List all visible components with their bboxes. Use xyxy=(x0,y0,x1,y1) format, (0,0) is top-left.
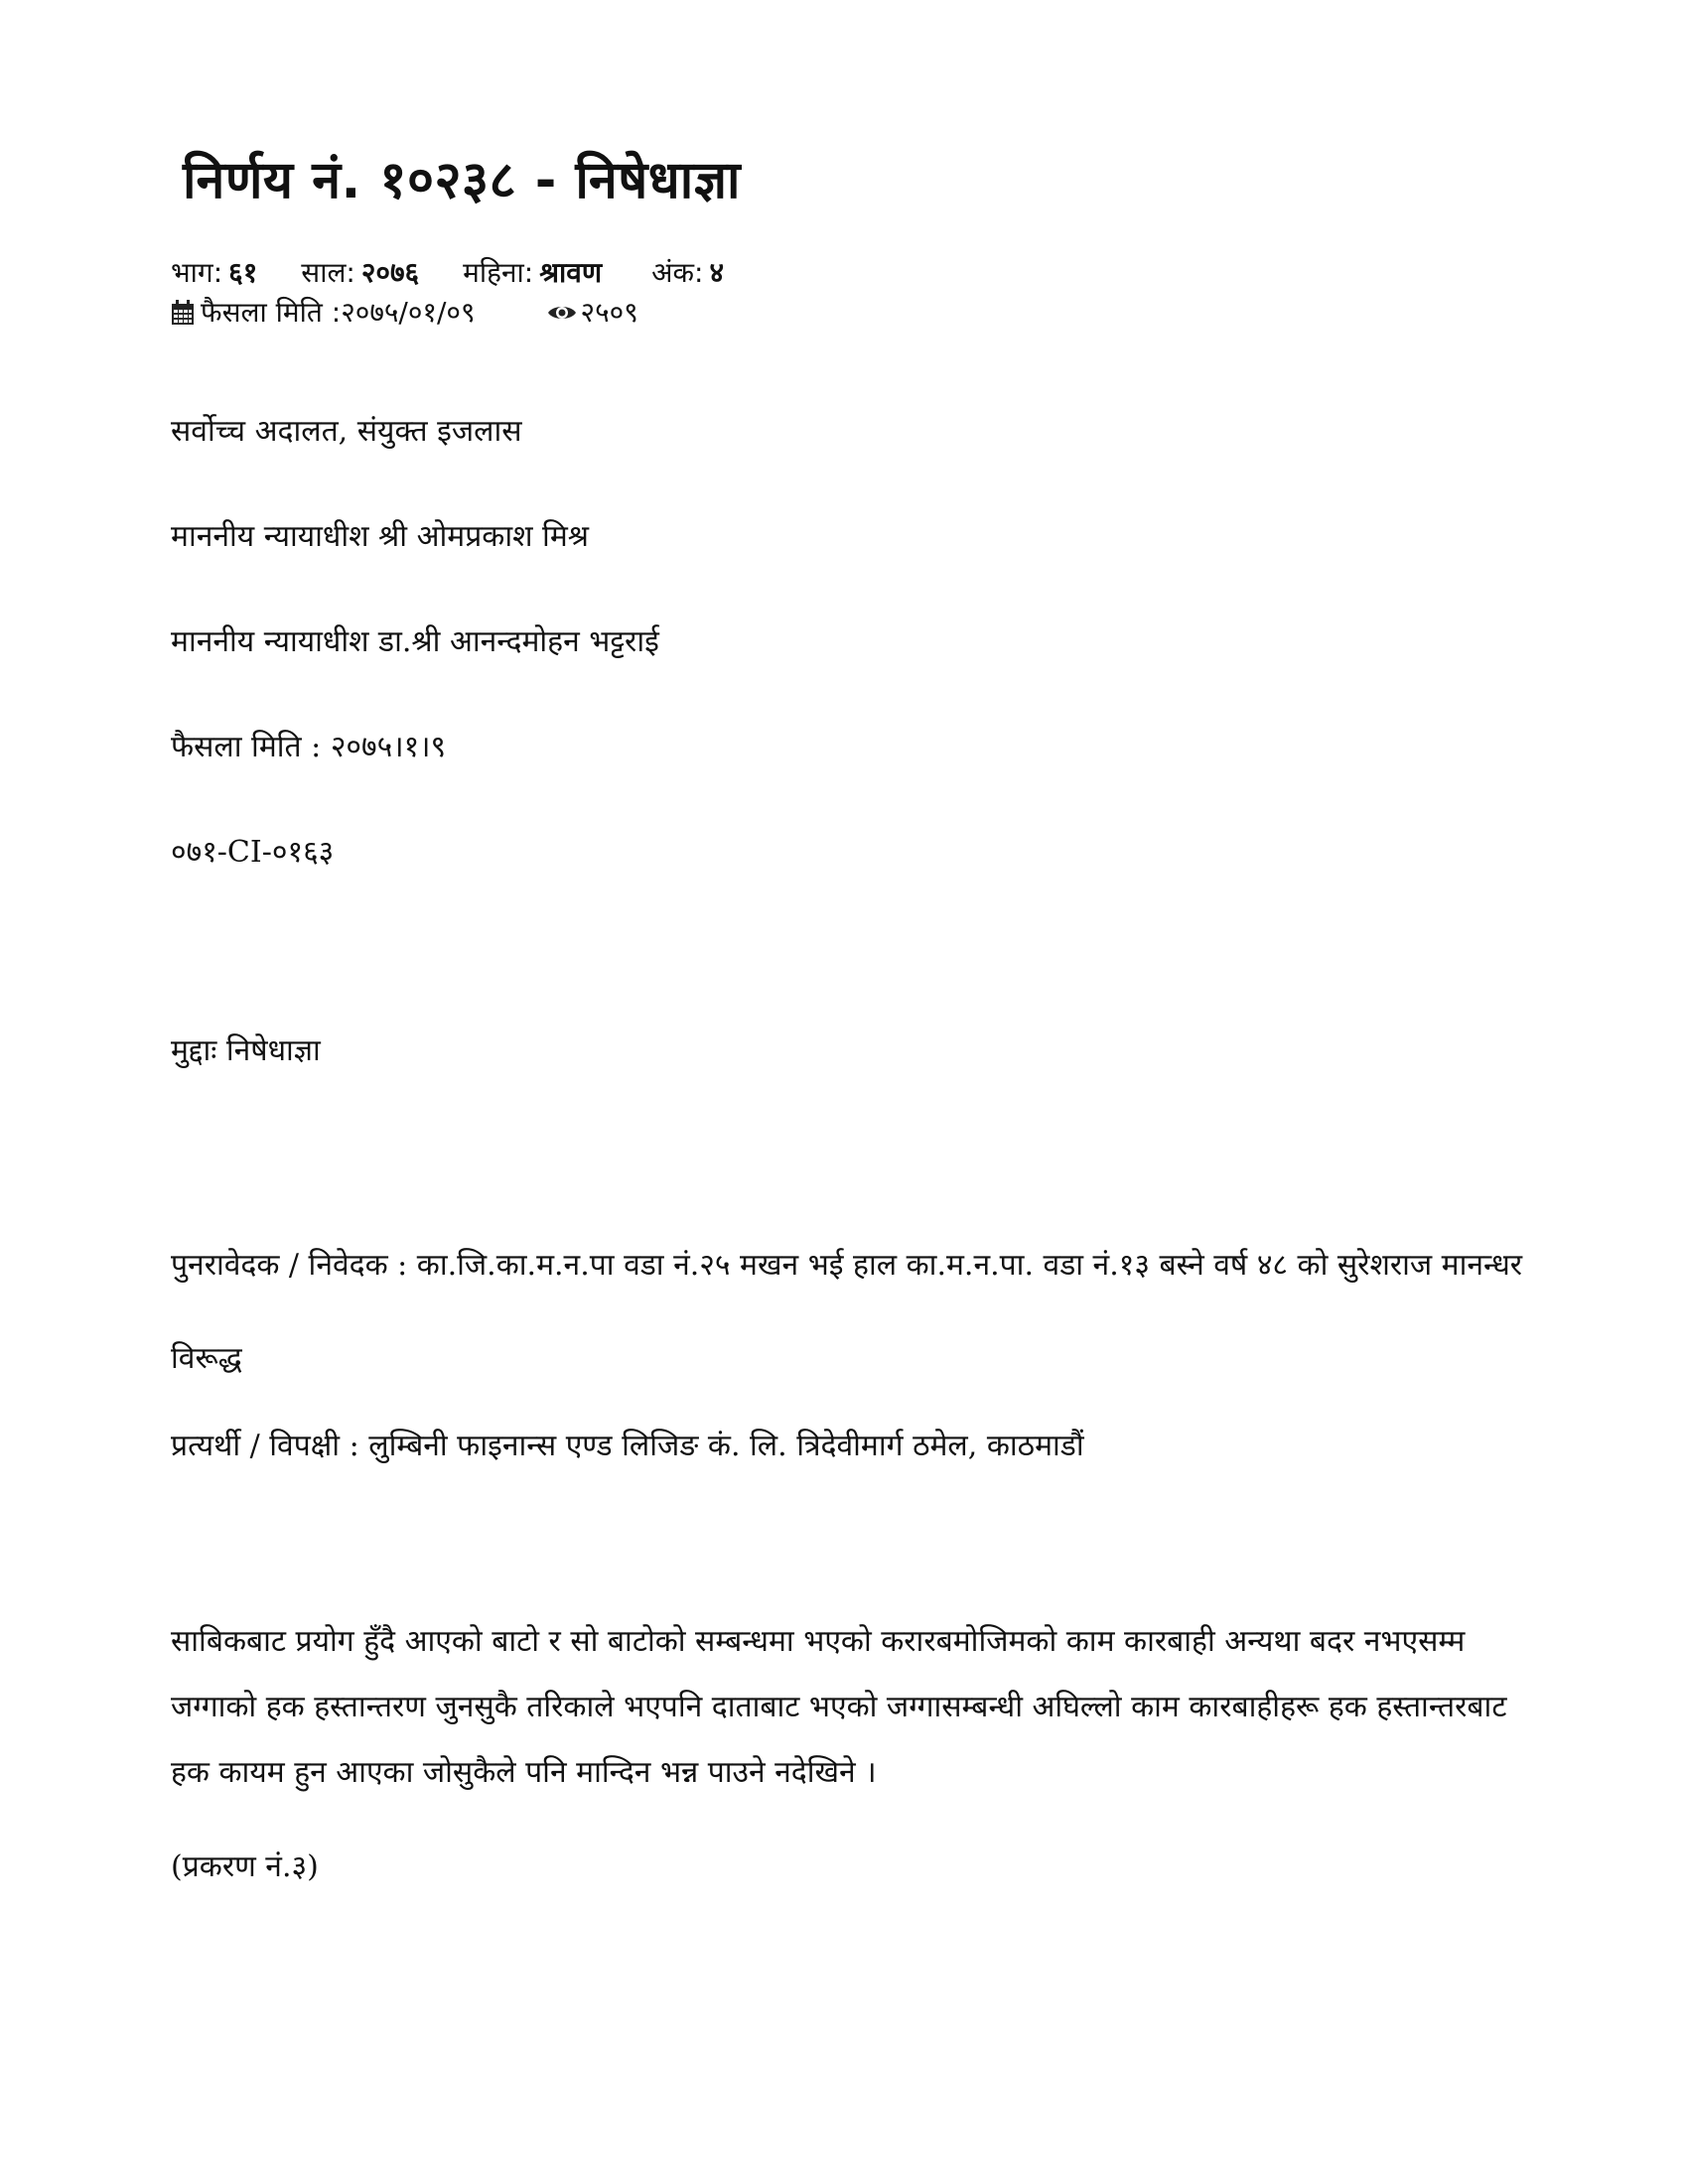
case-subject: मुद्दाः निषेधाज्ञा xyxy=(171,1033,321,1068)
holding-summary: साबिकबाट प्रयोग हुँदै आएको बाटो र सो बाटोको सम्बन्धमा भएको करारबमोजिमको काम कारबाही अन्यथा बदर नभएसम्म जग्गाको हक हस्तान्तरण जुनसुकै तरिकाले भएपनि दाताबाट भएको जग्गासम्बन्धी अघिल्लो काम कारबाहीहरू हक हस्तान्तरबाट हक कायम हुन आएका जोसुकैले पनि मान्दिन भन्न पाउने नदेखिने । xyxy=(171,1624,1507,1790)
year-value: २०७६ xyxy=(360,256,420,289)
part-label: भाग: xyxy=(171,256,223,289)
court-name: सर्वोच्च अदालत, संयुक्त इजलास xyxy=(171,414,522,449)
judge-1: माननीय न्यायाधीश श्री ओमप्रकाश मिश्र xyxy=(171,519,590,554)
issue-info xyxy=(651,253,724,293)
part-info xyxy=(171,253,257,293)
clause-reference: (प्रकरण नं.३) xyxy=(171,1849,319,1884)
eye-icon xyxy=(547,302,577,324)
metadata-block xyxy=(171,253,1541,333)
versus-label: विरूद्ध xyxy=(171,1341,242,1376)
issue-value: ४ xyxy=(709,256,725,289)
issue-label: अंक: xyxy=(651,256,704,289)
decision-date: फैसला मिति : २०७५।१।९ xyxy=(171,730,447,764)
publication-info-row xyxy=(171,253,1541,293)
appellant-details: पुनरावेदक / निवेदक : का.जि.का.म.न.पा वडा नं.२५ मखन भई हाल का.म.न.पा. वडा नं.१३ बस्ने वर्ष ४८ को सुरेशराज मानन्धर xyxy=(171,1248,1523,1283)
document-page xyxy=(171,149,1541,1889)
year-label: साल: xyxy=(301,256,355,289)
date-views-row xyxy=(171,293,1541,333)
case-number: ०७१-CI-०१६३ xyxy=(171,835,335,870)
calendar-icon xyxy=(171,300,195,326)
month-label: महिना: xyxy=(463,256,534,289)
part-value: ६१ xyxy=(228,256,258,289)
decision-date-meta: फैसला मिति :२०७५/०१/०९ xyxy=(201,296,476,329)
judge-2: माननीय न्यायाधीश डा.श्री आनन्दमोहन भट्टराई xyxy=(171,624,659,659)
month-info xyxy=(463,253,602,293)
page-title: निर्णय नं. १०२३८ - निषेधाज्ञा xyxy=(183,151,742,210)
view-count: २५०९ xyxy=(580,296,638,329)
respondent-details: प्रत्यर्थी / विपक्षी : लुम्बिनी फाइनान्स एण्ड लिजिङ कं. लि. त्रिदेवीमार्ग ठमेल, काठमाडौं xyxy=(171,1429,1084,1463)
month-value: श्रावण xyxy=(539,256,603,289)
year-info xyxy=(301,253,419,293)
